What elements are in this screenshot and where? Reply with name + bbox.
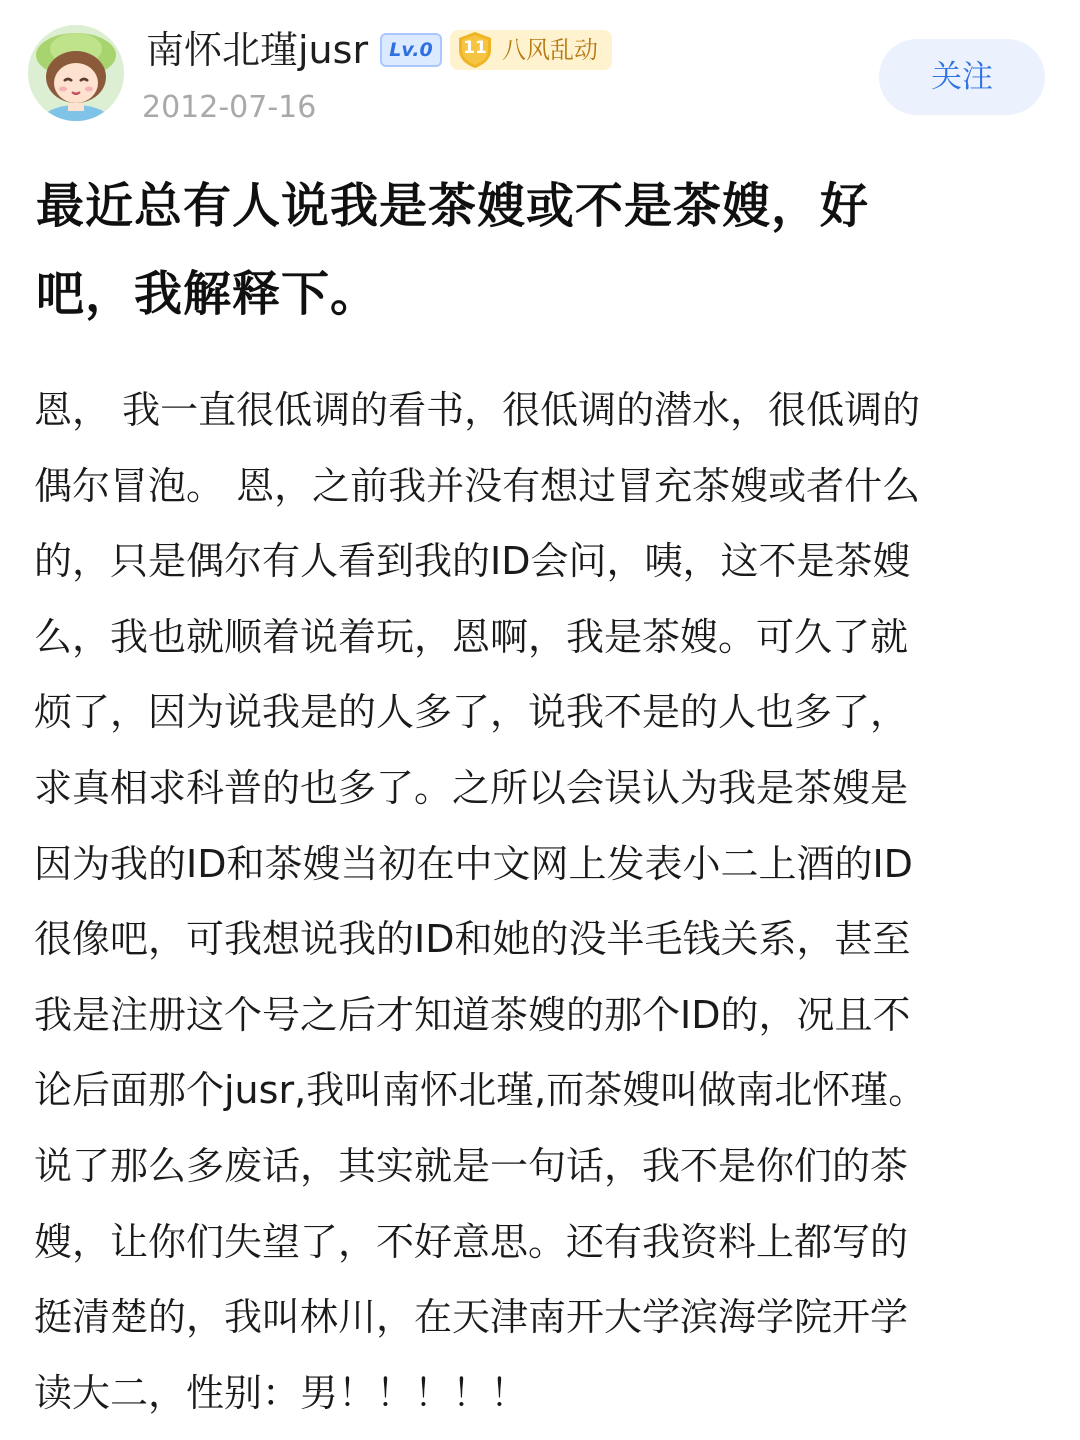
level-badge: Lv.0 [380, 33, 442, 67]
post-body-line: 论后面那个jusr,我叫南怀北瑾,而茶嫂叫做南北怀瑾。 [34, 1068, 927, 1113]
post-title-line: 吧，我解释下。 [36, 266, 380, 322]
fan-badge-title: 八风乱动 [502, 36, 598, 64]
avatar-illustration [28, 25, 124, 121]
post-body-line: 的，只是偶尔有人看到我的ID会问，咦，这不是茶嫂 [34, 539, 911, 584]
avatar[interactable] [28, 25, 124, 121]
fan-badge-level: 11 [463, 38, 487, 58]
post-body-line: 求真相求科普的也多了。之所以会误认为我是茶嫂是 [34, 765, 909, 810]
post-title [36, 162, 1036, 338]
username[interactable]: 南怀北瑾jusr [146, 28, 369, 72]
post-date: 2012-07-16 [142, 90, 317, 125]
post-body-line: 我是注册这个号之后才知道茶嫂的那个ID的，况且不 [34, 992, 911, 1037]
post-body-line: 恩， 我一直很低调的看书，很低调的潜水，很低调的 [34, 388, 921, 432]
post-body-line: 因为我的ID和茶嫂当初在中文网上发表小二上酒的ID [34, 841, 913, 886]
post-title-line: 最近总有人说我是茶嫂或不是茶嫂，好 [36, 178, 870, 234]
post-body-line: 读大二，性别：男！！！！！ [34, 1370, 529, 1415]
follow-button[interactable]: 关注 [879, 39, 1045, 115]
post-body-line: 么，我也就顺着说着玩，恩啊，我是茶嫂。可久了就 [34, 614, 909, 659]
post-body-line: 挺清楚的，我叫林川，在天津南开大学滨海学院开学 [34, 1295, 909, 1340]
post-header [0, 0, 1080, 140]
post-body-line: 说了那么多废话，其实就是一句话，我不是你们的茶 [34, 1143, 909, 1188]
fan-badge[interactable] [450, 30, 612, 70]
post-body-line: 偶尔冒泡。 恩，之前我并没有想过冒充茶嫂或者什么 [34, 463, 921, 508]
post-body-line: 很像吧，可我想说我的ID和她的没半毛钱关系，甚至 [34, 917, 911, 962]
post-body-line: 嫂，让你们失望了，不好意思。还有我资料上都写的 [34, 1219, 909, 1264]
post-body [34, 373, 1074, 1431]
post-body-line: 烦了，因为说我是的人多了，说我不是的人也多了， [34, 690, 909, 735]
